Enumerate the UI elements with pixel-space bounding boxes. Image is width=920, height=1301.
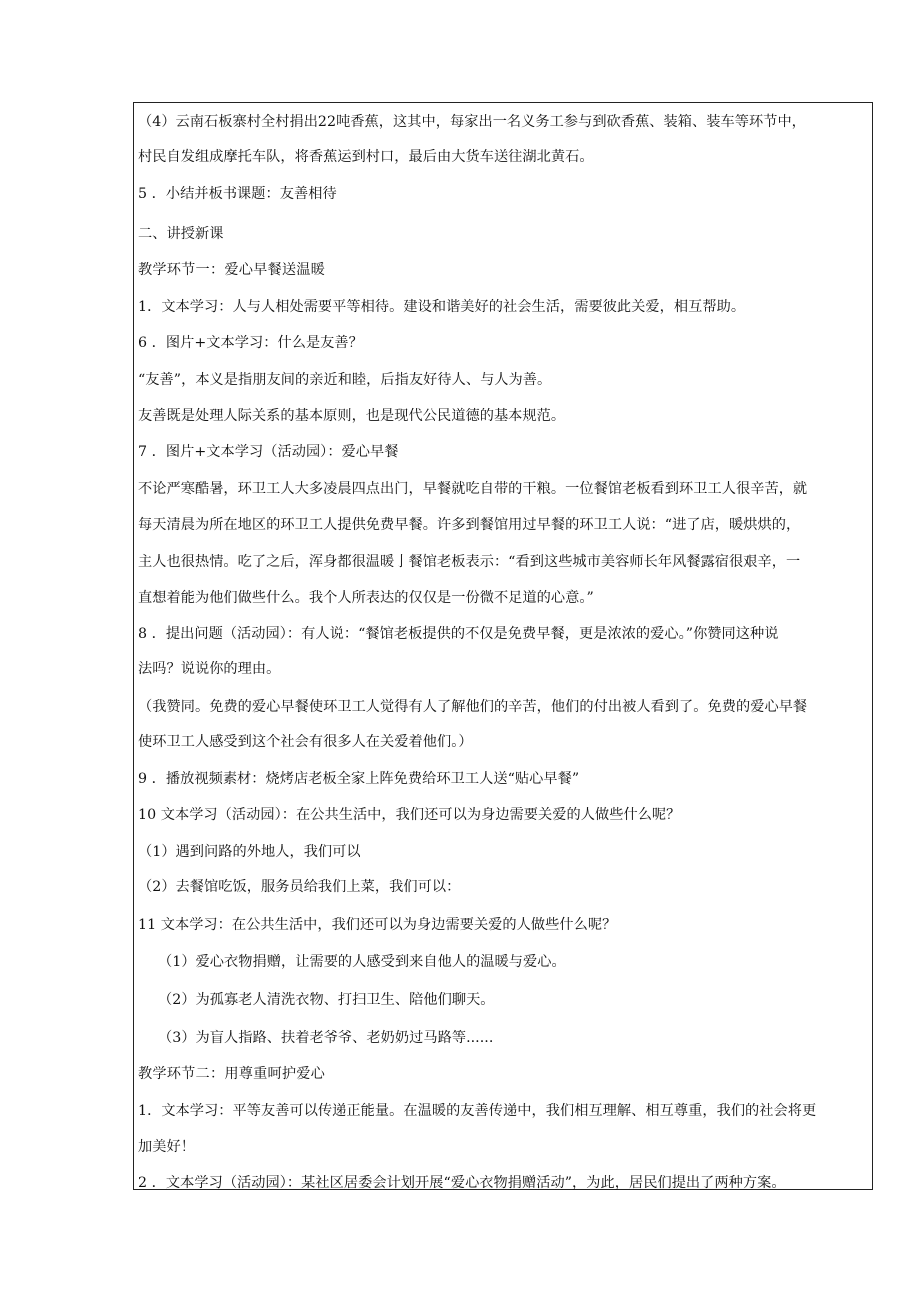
text-line: （1）爱心衣物捐赠，让需要的人感受到来自他人的温暖与爱心。 [158, 954, 566, 970]
text-line: 1．文本学习：人与人相处需要平等相待。建设和谐美好的社会生活，需要彼此关爱，相互帮助。 [138, 299, 746, 315]
text-line: （2）为孤寡老人清洗衣物、打扫卫生、陪他们聊天。 [158, 992, 495, 1008]
text-line: 主人也很热情。吃了之后，浑身都很温暖亅餐馆老板表示：“看到这些城市美容师长年风餐露宿很艰辛，一 [138, 554, 801, 570]
text-line: “友善”，本义是指朋友间的亲近和睦，后指友好待人、与人为善。 [138, 372, 552, 388]
lesson-plan-table-cell [133, 102, 873, 1190]
text-line: 不论严寒酷暑，环卫工人大多凌晨四点出门，早餐就吃自带的干粮。一位餐馆老板看到环卫工人很辛苦，就 [138, 481, 808, 497]
text-line: 1．文本学习：平等友善可以传递正能量。在温暖的友善传递中，我们相互理解、相互尊重，我们的社会将更 [138, 1103, 817, 1119]
text-line: （1）遇到问路的外地人，我们可以 [138, 844, 361, 860]
text-line: 直想着能为他们做些什么。我个人所表达的仅仅是一份微不足道的心意。” [138, 590, 594, 606]
text-line: 5 ．小结并板书课题：友善相待 [138, 186, 337, 202]
text-line: 2 ．文本学习（活动园）：某社区居委会计划开展“爱心衣物捐赠活动”，为此，居民们提出了两种方案。 [138, 1175, 786, 1191]
section-heading: 教学环节一：爱心早餐送温暖 [138, 262, 326, 278]
text-line: 加美好！ [138, 1139, 195, 1155]
text-line: 二、讲授新课 [138, 226, 224, 242]
text-line: （3）为盲人指路、扶着老爷爷、老奶奶过马路等...... [158, 1030, 494, 1046]
text-line: 9 ．播放视频素材：烧烤店老板全家上阵免费给环卫工人送“贴心早餐” [138, 771, 580, 787]
text-line: 每天清晨为所在地区的环卫工人提供免费早餐。许多到餐馆用过早餐的环卫工人说：“进了店，暖烘烘的， [138, 517, 801, 533]
text-line: （2）去餐馆吃饭，服务员给我们上菜，我们可以： [138, 879, 461, 895]
text-line: 11 文本学习：在公共生活中，我们还可以为身边需要关爱的人做些什么呢？ [138, 917, 617, 933]
text-line: 使环卫工人感受到这个社会有很多人在关爱着他们。） [138, 734, 473, 750]
text-line: 友善既是处理人际关系的基本原则，也是现代公民道德的基本规范。 [138, 408, 566, 424]
text-line: 7 ．图片+文本学习（活动园）：爱心早餐 [138, 444, 399, 460]
text-line: （4）云南石板寨村全村捐出22吨香蕉，这其中，每家出一名义务工参与到砍香蕉、装箱、装车等环节中， [138, 114, 806, 130]
section-heading: 教学环节二：用尊重呵护爱心 [138, 1066, 326, 1082]
text-line: 法吗？说说你的理由。 [138, 661, 281, 677]
text-line: 村民自发组成摩托车队，将香蕉运到村口，最后由大货车送往湖北黄石。 [138, 149, 594, 165]
text-line: 10 文本学习（活动园）：在公共生活中，我们还可以为身边需要关爱的人做些什么呢？ [138, 807, 681, 823]
text-line: 6 ．图片+文本学习：什么是友善？ [138, 335, 363, 351]
text-line: （我赞同。免费的爱心早餐使环卫工人觉得有人了解他们的辛苦，他们的付出被人看到了。免费的爱心早餐 [138, 699, 808, 715]
text-line: 8 ．提出问题（活动园）：有人说：“餐馆老板提供的不仅是免费早餐，更是浓浓的爱心。”你赞同这种说 [138, 626, 779, 642]
